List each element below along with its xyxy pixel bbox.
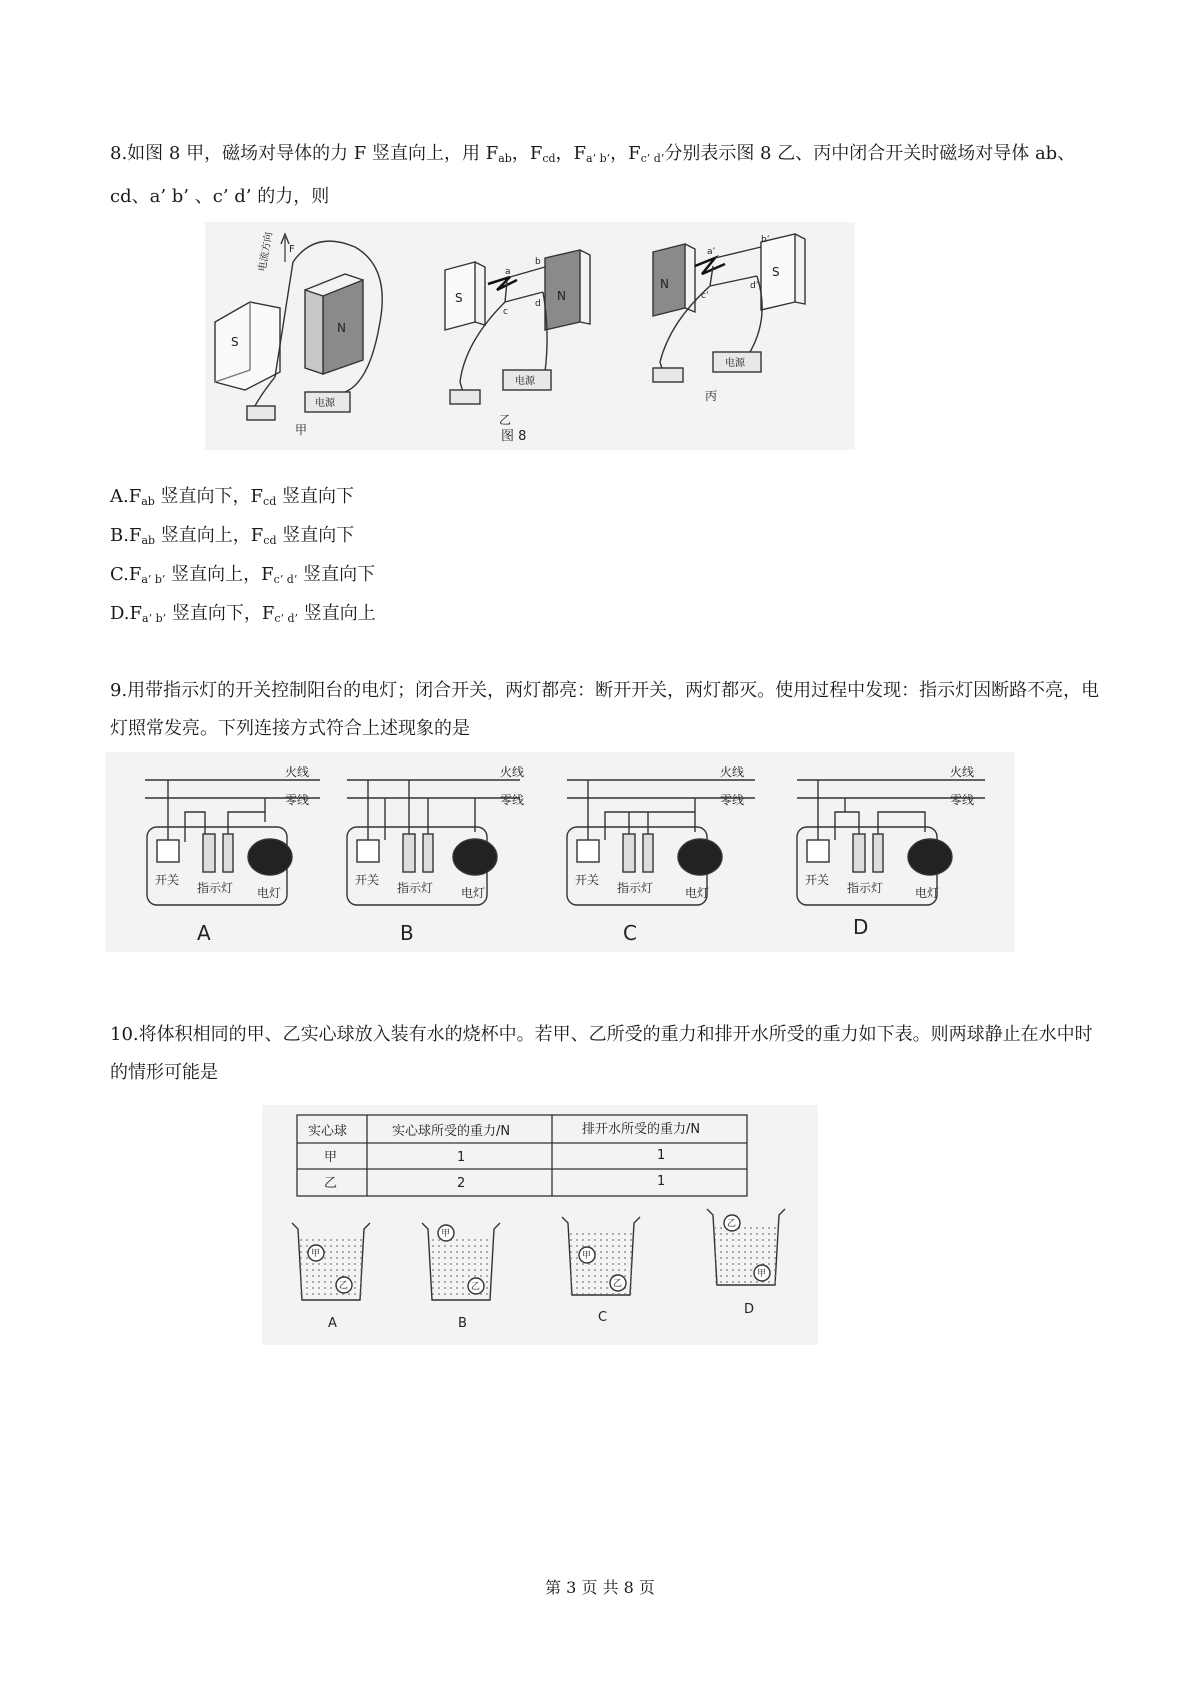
beaker-option-a[interactable]: A xyxy=(328,1316,337,1331)
fig8-pole-n-bing: N xyxy=(660,277,669,291)
beaker-b-jia: 甲 xyxy=(441,1229,451,1239)
figure-8 xyxy=(205,222,855,450)
fig8-current-label: 电流方向 xyxy=(257,231,275,273)
fig8-power-bing: 电源 xyxy=(725,358,745,369)
fig9-a-indicator: 指示灯 xyxy=(197,881,234,895)
fig9-option-b[interactable]: B xyxy=(400,921,414,945)
page-footer: 第 3 页 共 8 页 xyxy=(545,1578,655,1597)
question-9-text: 9.用带指示灯的开关控制阳台的电灯；闭合开关，两灯都亮：断开开关，两灯都灭。使用过程中发现：指示灯因断路不亮，电灯照常发亮。下列连接方式符合上述现象的是 xyxy=(110,680,1100,739)
table-row-jia-weight: 1 xyxy=(457,1150,466,1165)
q8-option-d[interactable]: $D.F_{a’ b’}$ 竖直向下，$F_{c’ d’}$ 竖直向上 xyxy=(110,603,376,625)
table-row-yi-displaced: 1 xyxy=(657,1174,666,1189)
fig8-caption: 图 8 xyxy=(501,429,527,444)
table-header-ball: 实心球 xyxy=(308,1124,348,1139)
q8-option-a[interactable]: $A.F_{ab}$ 竖直向下，$F_{cd}$ 竖直向下 xyxy=(110,486,354,508)
fig9-option-c[interactable]: C xyxy=(623,921,637,945)
figure-10 xyxy=(262,1105,818,1345)
fig8-pole-s-yi: S xyxy=(455,291,463,305)
fig8-pole-n-yi: N xyxy=(557,289,566,303)
fig9-b-lamp: 电灯 xyxy=(461,886,486,900)
table-row-yi-weight: 2 xyxy=(457,1176,466,1191)
fig8-pole-s-bing: S xyxy=(772,265,780,279)
fig9-a-lamp: 电灯 xyxy=(257,886,282,900)
fig9-c-neutral: 零线 xyxy=(720,793,745,807)
fig8-wire-ap: a’ xyxy=(707,247,716,257)
fig8-pole-n-jia: N xyxy=(337,321,346,335)
fig9-c-live: 火线 xyxy=(720,765,745,779)
beaker-b-yi: 乙 xyxy=(471,1282,481,1292)
fig8-wire-a: a xyxy=(505,267,511,277)
beaker-a-yi: 乙 xyxy=(339,1281,349,1291)
fig9-a-live: 火线 xyxy=(285,765,310,779)
fig9-option-a[interactable]: A xyxy=(197,921,211,945)
beaker-c-yi: 乙 xyxy=(613,1279,623,1289)
beaker-c-jia: 甲 xyxy=(582,1251,592,1261)
fig9-b-indicator: 指示灯 xyxy=(397,881,434,895)
table-header-displaced: 排开水所受的重力/N xyxy=(582,1122,701,1137)
beaker-option-d[interactable]: D xyxy=(744,1302,755,1317)
question-8-text: 8.如图 8 甲，磁场对导体的力 F 竖直向上，用 $F_{ab}$，$F_{cd}$，$F_{a’ b’}$，$F_{c’ d’}$分别表示图 8 乙、丙中闭合开关时磁场对导体 ab、cd、a’ b’ 、c’ d’ 的力，则 xyxy=(110,143,1076,207)
fig8-label-bing: 丙 xyxy=(705,389,718,403)
fig9-b-neutral: 零线 xyxy=(500,793,525,807)
table-row-jia-name: 甲 xyxy=(324,1150,338,1165)
beaker-d-yi: 乙 xyxy=(727,1219,737,1229)
fig8-wire-cp: c’ xyxy=(701,291,709,301)
fig9-c-indicator: 指示灯 xyxy=(617,881,654,895)
beaker-d-jia: 甲 xyxy=(757,1269,767,1279)
fig8-wire-dp: d’ xyxy=(750,281,759,291)
fig9-d-indicator: 指示灯 xyxy=(847,881,884,895)
fig8-label-yi: 乙 xyxy=(499,413,512,427)
fig8-wire-bp: b’ xyxy=(761,235,770,245)
fig9-c-switch: 开关 xyxy=(575,873,600,887)
fig9-d-lamp: 电灯 xyxy=(915,886,940,900)
fig8-wire-d: d xyxy=(535,299,541,309)
figure-9 xyxy=(105,752,1015,952)
question-10-text: 10.将体积相同的甲、乙实心球放入装有水的烧杯中。若甲、乙所受的重力和排开水所受的重力如下表。则两球静止在水中时的情形可能是 xyxy=(110,1024,1093,1083)
fig9-c-lamp: 电灯 xyxy=(685,886,710,900)
beaker-option-b[interactable]: B xyxy=(458,1316,467,1331)
fig8-force-label: F xyxy=(289,244,295,255)
beaker-option-c[interactable]: C xyxy=(598,1310,608,1325)
fig8-power-yi: 电源 xyxy=(515,376,535,387)
fig9-d-neutral: 零线 xyxy=(950,793,975,807)
fig9-b-live: 火线 xyxy=(500,765,525,779)
fig9-a-neutral: 零线 xyxy=(285,793,310,807)
fig9-b-switch: 开关 xyxy=(355,873,380,887)
table-row-yi-name: 乙 xyxy=(324,1176,338,1191)
table-header-weight: 实心球所受的重力/N xyxy=(392,1124,511,1139)
fig9-d-live: 火线 xyxy=(950,765,975,779)
fig8-pole-s-jia: S xyxy=(231,335,239,349)
fig8-power-jia: 电源 xyxy=(315,398,335,409)
fig9-a-switch: 开关 xyxy=(155,873,180,887)
fig9-d-switch: 开关 xyxy=(805,873,830,887)
beaker-a-jia: 甲 xyxy=(311,1249,321,1259)
q8-option-c[interactable]: $C.F_{a’ b’}$ 竖直向上，$F_{c’ d’}$ 竖直向下 xyxy=(110,564,376,586)
fig8-wire-c: c xyxy=(503,307,508,317)
fig9-option-d[interactable]: D xyxy=(853,915,869,939)
fig8-label-jia: 甲 xyxy=(295,423,308,437)
fig8-wire-b: b xyxy=(535,257,541,267)
q8-option-b[interactable]: $B.F_{ab}$ 竖直向上，$F_{cd}$ 竖直向下 xyxy=(110,525,355,547)
table-row-jia-displaced: 1 xyxy=(657,1148,666,1163)
